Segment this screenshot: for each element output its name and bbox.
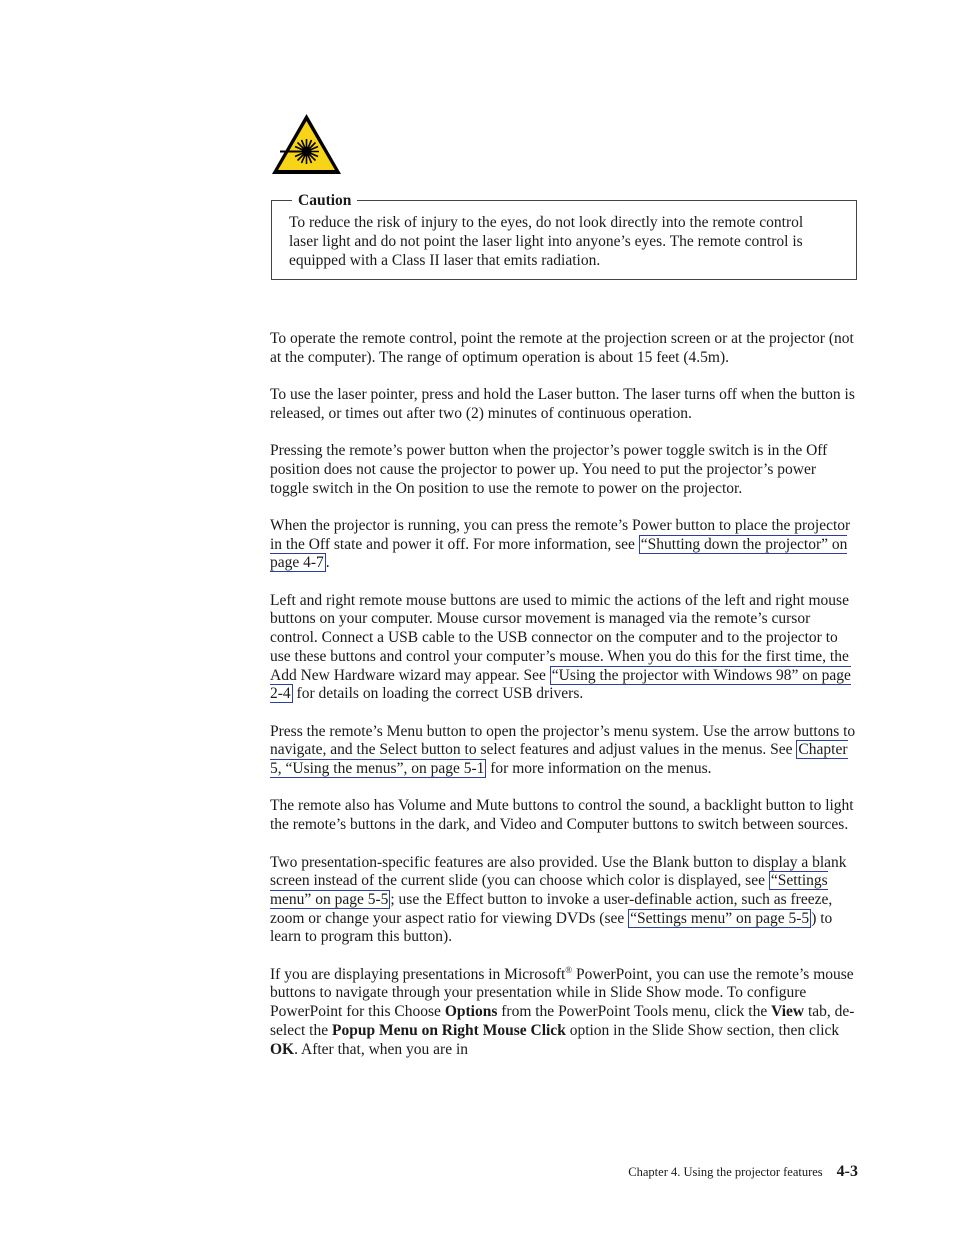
caution-title: Caution	[292, 192, 357, 210]
laser-warning-icon	[270, 112, 343, 176]
paragraph-presentation-features: Two presentation-specific features are also provided. Use the Blank button to display a blank screen instead of the current slide (you can choose which color is displayed, see “Settings menu” on page 5-5 ; use the Effect button to invoke a user-definable action, such as freeze, zoom or change your aspect ratio for viewing DVDs (see “Settings menu” on page 5-5 ) to learn to program this button).	[270, 853, 847, 946]
footer-page-number: 4-3	[836, 1163, 858, 1180]
paragraph-remote-operation: To operate the remote control, point the remote at the projection screen or at the projector (not at the computer). The range of optimum operation is about 15 feet (4.5m).	[270, 330, 854, 366]
registered-mark: ®	[565, 964, 573, 975]
caution-notice	[271, 192, 857, 280]
footer-chapter-title: Chapter 4. Using the projector features	[628, 1165, 823, 1179]
body-text	[270, 330, 858, 1078]
paragraph-mouse-buttons: Left and right remote mouse buttons are used to mimic the actions of the left and right mouse buttons on your computer. Mouse cursor movement is managed via the remote’s cursor control. Connect a USB cable to the USB connector on the computer and to the projector to use these buttons and control your computer’s mouse. When you do this for the first time, the Add New Hardware wizard may appear. See “Using the projector with Windows 98” on page 2-4 for details on loading the correct USB drivers.	[270, 591, 851, 703]
bold-popup-menu: Popup Menu on Right Mouse Click	[331, 1021, 566, 1039]
link-windows-98[interactable]: “Using the projector with Windows 98” on page 2-4	[270, 666, 851, 703]
link-settings-menu-1[interactable]: “Settings menu” on page 5-5	[270, 872, 828, 908]
page-footer	[628, 1163, 858, 1181]
link-shutting-down[interactable]: “Shutting down the projector” on page 4-7	[270, 535, 848, 572]
paragraph-powerpoint: If you are displaying presentations in Microsoft® PowerPoint, you can use the remote’s mouse buttons to navigate through your presentation while in Slide Show mode. To configure PowerPoint for this Choose Options from the PowerPoint Tools menu, click the View tab, de-select the Popup Menu on Right Mouse Click option in the Slide Show section, then click OK. After that, when you are in	[270, 964, 855, 1058]
caution-text: To reduce the risk of injury to the eyes, do not look directly into the remote control laser light and do not point the laser light into anyone’s eyes. The remote control is equipped with a Class II laser that emits radiation.	[289, 214, 804, 269]
link-chapter-5[interactable]: Chapter 5, “Using the menus”, on page 5-1	[270, 741, 848, 778]
paragraph-laser-pointer: To use the laser pointer, press and hold the Laser button. The laser turns off when the button is released, or times out after two (2) minutes of continuous operation.	[270, 386, 855, 422]
paragraph-volume-mute: The remote also has Volume and Mute buttons to control the sound, a backlight button to light the remote’s buttons in the dark, and Video and Computer buttons to switch between sources.	[270, 797, 854, 834]
link-settings-menu-2[interactable]: “Settings menu” on page 5-5	[630, 909, 810, 927]
bold-view: View	[771, 1003, 805, 1021]
paragraph-menu-button: Press the remote’s Menu button to open the projector’s menu system. Use the arrow buttons to navigate, and the Select button to select features and adjust values in the menus. See Chapter 5, “Using the menus”, on page 5-1 for more information on the menus.	[270, 722, 856, 778]
bold-options: Options	[444, 1003, 498, 1021]
paragraph-power-button: Pressing the remote’s power button when the projector’s power toggle switch is in the Off position does not cause the projector to power up. You need to put the projector’s power toggle switch in the On position to use the remote to power on the projector.	[270, 442, 828, 497]
paragraph-power-off: When the projector is running, you can press the remote’s Power button to place the projector in the Off state and power it off. For more information, see “Shutting down the projector” on page 4-7 .	[270, 516, 851, 572]
bold-ok: OK	[270, 1040, 295, 1058]
